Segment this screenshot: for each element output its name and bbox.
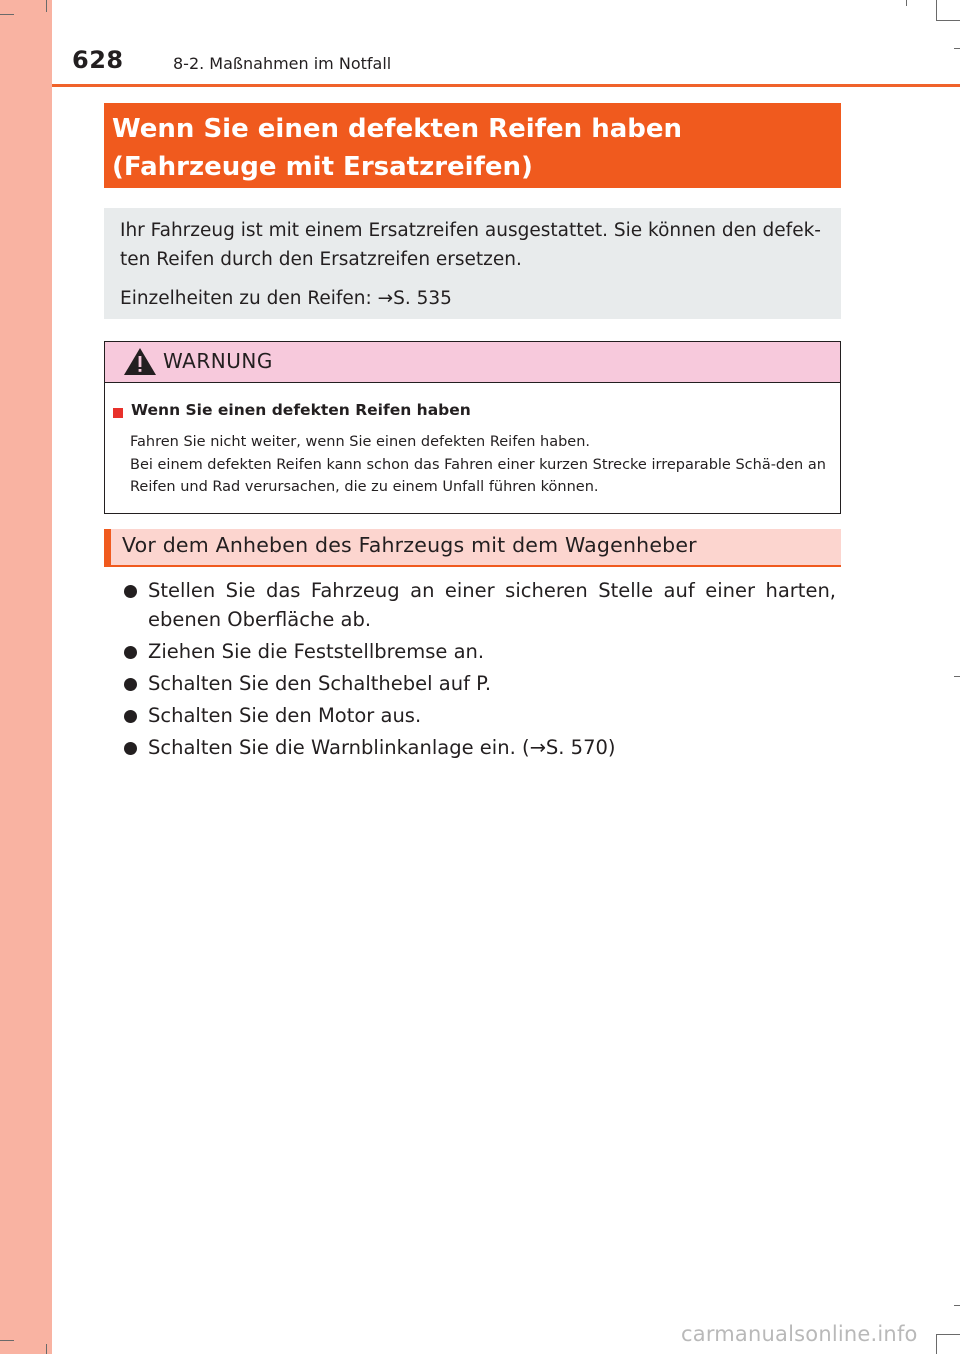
list-item-text: Schalten Sie den Motor aus. [148, 704, 422, 727]
header-rule [52, 84, 960, 87]
warning-triangle-icon [123, 347, 157, 376]
intro-reference: Einzelheiten zu den Reifen: →S. 535 [120, 288, 452, 309]
section-heading: Vor dem Anheben des Fahrzeugs mit dem Wagenheber [104, 529, 841, 567]
page-title: Wenn Sie einen defekten Reifen haben (Fahrzeuge mit Ersatzreifen) [104, 103, 841, 188]
crop-mark [936, 20, 960, 21]
warning-subheading: Wenn Sie einen defekten Reifen haben [131, 401, 471, 419]
warning-title: WARNUNG [163, 349, 273, 373]
warning-line: Fahren Sie nicht weiter, wenn Sie einen defekten Reifen haben. [130, 434, 591, 450]
crop-mark [936, 1334, 937, 1354]
warning-text [130, 431, 830, 499]
watermark: carmanualsonline.info [681, 1322, 918, 1346]
list-item [124, 576, 836, 634]
list-item [124, 701, 836, 730]
bullet-icon [124, 585, 137, 598]
bullet-icon [124, 646, 137, 659]
crop-mark [906, 0, 907, 6]
warning-header [105, 342, 840, 383]
list-item [124, 637, 836, 666]
crop-mark [0, 14, 14, 15]
list-item-text: Schalten Sie die Warnblinkanlage ein. (→S. 570) [148, 736, 616, 759]
crop-mark [936, 1334, 960, 1335]
square-bullet-icon [113, 408, 123, 418]
intro-box [104, 208, 841, 319]
warning-line: Bei einem defekten Reifen kann schon das Fahren einer kurzen Strecke irreparable Schä-den an Reifen und Rad verursachen, die zu einem Unfall führen können. [130, 456, 826, 495]
list-item-text: Schalten Sie den Schalthebel auf P. [148, 672, 492, 695]
page-number: 628 [72, 46, 124, 74]
warning-box [104, 341, 841, 514]
section-label: 8-2. Maßnahmen im Notfall [173, 54, 392, 73]
crop-mark [954, 676, 960, 677]
crop-mark [0, 1340, 14, 1341]
list-item [124, 733, 836, 762]
list-item-text: Ziehen Sie die Feststellbremse an. [148, 640, 485, 663]
crop-mark [46, 1344, 47, 1354]
bullet-icon [124, 742, 137, 755]
list-item-text: Stellen Sie das Fahrzeug an einer sicheren Stelle auf einer harten, ebenen Oberfläche ab. [148, 579, 836, 631]
steps-list [124, 576, 836, 765]
bullet-icon [124, 678, 137, 691]
side-color-bar [0, 0, 52, 1354]
list-item [124, 669, 836, 698]
bullet-icon [124, 710, 137, 723]
crop-mark [954, 48, 960, 49]
intro-text: Ihr Fahrzeug ist mit einem Ersatzreifen ausgestattet. Sie können den defek-ten Reifen durch den Ersatzreifen ersetzen. [120, 220, 821, 270]
crop-mark [936, 0, 937, 20]
crop-mark [954, 1305, 960, 1306]
crop-mark [46, 0, 47, 12]
